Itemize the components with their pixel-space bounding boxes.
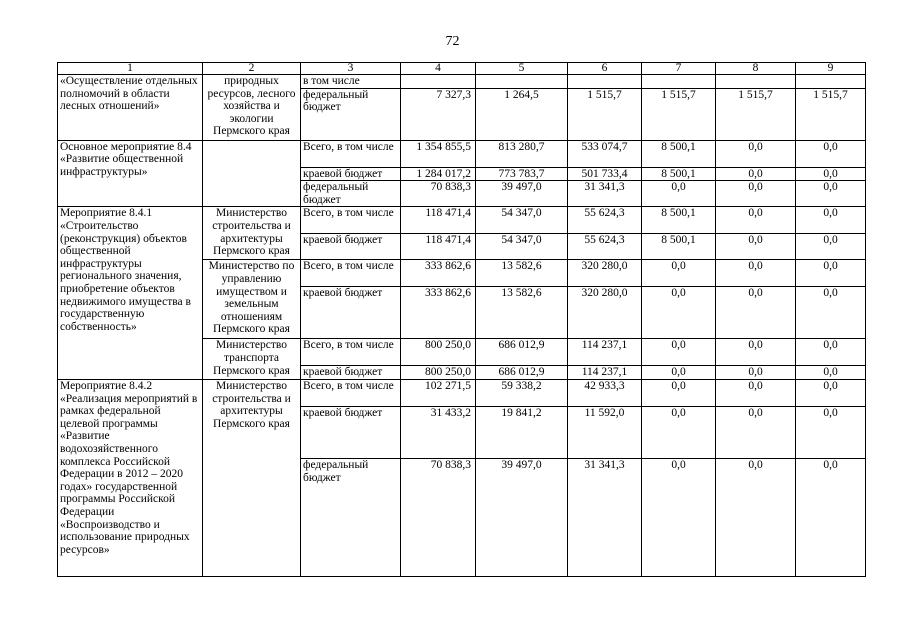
value-cell: 8 500,1 <box>642 140 716 167</box>
value-cell: 1 515,7 <box>796 88 866 140</box>
page-number: 72 <box>445 34 460 49</box>
value-cell: 813 280,7 <box>476 140 568 167</box>
value-cell: 0,0 <box>796 458 866 576</box>
value-cell: 0,0 <box>796 140 866 167</box>
value-cell: 0,0 <box>642 366 716 380</box>
column-header: 7 <box>642 63 716 75</box>
value-cell: 333 862,6 <box>401 260 476 287</box>
funding-source: Всего, в том числе <box>301 379 401 406</box>
executor <box>203 140 301 207</box>
value-cell: 0,0 <box>716 339 796 366</box>
value-cell: 1 515,7 <box>568 88 642 140</box>
value-cell: 8 500,1 <box>642 167 716 181</box>
value-cell: 0,0 <box>796 379 866 406</box>
value-cell: 0,0 <box>796 207 866 234</box>
value-cell: 686 012,9 <box>476 366 568 380</box>
value-cell: 0,0 <box>796 339 866 366</box>
value-cell: 0,0 <box>716 406 796 458</box>
funding-source: в том числе <box>301 75 401 89</box>
column-header: 1 <box>58 63 203 75</box>
value-cell: 0,0 <box>716 379 796 406</box>
value-cell: 0,0 <box>796 234 866 260</box>
table-row <box>58 207 866 234</box>
value-cell: 55 624,3 <box>568 207 642 234</box>
value-cell: 0,0 <box>642 379 716 406</box>
executor: природных ресурсов, лесного хозяйства и экологии Пермского края <box>203 75 301 141</box>
value-cell: 8 500,1 <box>642 207 716 234</box>
funding-source: краевой бюджет <box>301 234 401 260</box>
value-cell: 114 237,1 <box>568 366 642 380</box>
value-cell: 13 582,6 <box>476 260 568 287</box>
activity-name: Мероприятие 8.4.2 «Реализация мероприятий в рамках федеральной целевой программы «Развитие водохозяйственного комплекса Российской Федерации в 2012 – 2020 годах» государственной программы Российской Федерации «Воспроизводство и использование природных ресурсов» <box>58 379 203 576</box>
table-row <box>58 379 866 406</box>
value-cell: 1 515,7 <box>642 88 716 140</box>
value-cell: 102 271,5 <box>401 379 476 406</box>
value-cell: 0,0 <box>716 181 796 207</box>
value-cell: 0,0 <box>642 406 716 458</box>
funding-source: Всего, в том числе <box>301 207 401 234</box>
funding-source: краевой бюджет <box>301 287 401 339</box>
value-cell: 0,0 <box>716 260 796 287</box>
value-cell: 31 341,3 <box>568 458 642 576</box>
column-header: 8 <box>716 63 796 75</box>
value-cell: 0,0 <box>716 234 796 260</box>
value-cell: 686 012,9 <box>476 339 568 366</box>
executor: Министерство строительства и архитектуры Пермского края <box>203 207 301 260</box>
value-cell: 59 338,2 <box>476 379 568 406</box>
activity-name: «Осуществление отдельных полномочий в области лесных отношений» <box>58 75 203 141</box>
executor: Министерство транспорта Пермского края <box>203 339 301 380</box>
value-cell: 31 341,3 <box>568 181 642 207</box>
value-cell: 0,0 <box>642 260 716 287</box>
funding-source: Всего, в том числе <box>301 260 401 287</box>
value-cell: 0,0 <box>716 366 796 380</box>
value-cell: 55 624,3 <box>568 234 642 260</box>
funding-source: краевой бюджет <box>301 406 401 458</box>
value-cell: 11 592,0 <box>568 406 642 458</box>
value-cell: 0,0 <box>642 287 716 339</box>
value-cell: 39 497,0 <box>476 458 568 576</box>
funding-source: федеральный бюджет <box>301 88 401 140</box>
value-cell: 42 933,3 <box>568 379 642 406</box>
value-cell: 114 237,1 <box>568 339 642 366</box>
funding-source: краевой бюджет <box>301 167 401 181</box>
funding-source: федеральный бюджет <box>301 458 401 576</box>
value-cell: 533 074,7 <box>568 140 642 167</box>
value-cell: 54 347,0 <box>476 207 568 234</box>
value-cell: 0,0 <box>796 167 866 181</box>
column-header: 4 <box>401 63 476 75</box>
value-cell: 0,0 <box>642 458 716 576</box>
value-cell: 1 354 855,5 <box>401 140 476 167</box>
funding-source: федеральный бюджет <box>301 181 401 207</box>
value-cell: 1 284 017,2 <box>401 167 476 181</box>
value-cell: 333 862,6 <box>401 287 476 339</box>
value-cell: 800 250,0 <box>401 339 476 366</box>
column-header: 5 <box>476 63 568 75</box>
value-cell: 70 838,3 <box>401 181 476 207</box>
value-cell: 0,0 <box>716 287 796 339</box>
table-row <box>58 140 866 167</box>
value-cell: 54 347,0 <box>476 234 568 260</box>
value-cell: 320 280,0 <box>568 287 642 339</box>
value-cell: 773 783,7 <box>476 167 568 181</box>
activity-name: Мероприятие 8.4.1 «Строительство (реконструкция) объектов общественной инфраструктуры регионального значения, приобретение объектов недвижимого имущества в государственную собственность» <box>58 207 203 380</box>
column-header: 9 <box>796 63 866 75</box>
value-cell: 31 433,2 <box>401 406 476 458</box>
table-row <box>58 75 866 89</box>
value-cell: 0,0 <box>642 339 716 366</box>
activity-name: Основное мероприятие 8.4 «Развитие общественной инфраструктуры» <box>58 140 203 207</box>
value-cell: 7 327,3 <box>401 88 476 140</box>
value-cell: 0,0 <box>796 287 866 339</box>
value-cell: 19 841,2 <box>476 406 568 458</box>
column-header: 6 <box>568 63 642 75</box>
value-cell: 800 250,0 <box>401 366 476 380</box>
value-cell: 0,0 <box>796 406 866 458</box>
value-cell: 501 733,4 <box>568 167 642 181</box>
header-row <box>58 63 866 75</box>
value-cell: 0,0 <box>716 140 796 167</box>
funding-source: краевой бюджет <box>301 366 401 380</box>
funding-source: Всего, в том числе <box>301 339 401 366</box>
value-cell: 0,0 <box>642 181 716 207</box>
value-cell: 118 471,4 <box>401 207 476 234</box>
value-cell: 0,0 <box>716 167 796 181</box>
executor: Министерство строительства и архитектуры Пермского края <box>203 379 301 576</box>
value-cell: 13 582,6 <box>476 287 568 339</box>
value-cell: 118 471,4 <box>401 234 476 260</box>
value-cell: 1 264,5 <box>476 88 568 140</box>
value-cell: 320 280,0 <box>568 260 642 287</box>
value-cell: 1 515,7 <box>716 88 796 140</box>
column-header: 2 <box>203 63 301 75</box>
value-cell: 0,0 <box>796 181 866 207</box>
executor: Министерство по управлению имуществом и земельным отношениям Пермского края <box>203 260 301 339</box>
value-cell: 0,0 <box>716 458 796 576</box>
value-cell: 0,0 <box>716 207 796 234</box>
value-cell: 70 838,3 <box>401 458 476 576</box>
column-header: 3 <box>301 63 401 75</box>
value-cell: 0,0 <box>796 366 866 380</box>
value-cell: 0,0 <box>796 260 866 287</box>
budget-table <box>57 62 866 577</box>
value-cell: 8 500,1 <box>642 234 716 260</box>
value-cell: 39 497,0 <box>476 181 568 207</box>
funding-source: Всего, в том числе <box>301 140 401 167</box>
